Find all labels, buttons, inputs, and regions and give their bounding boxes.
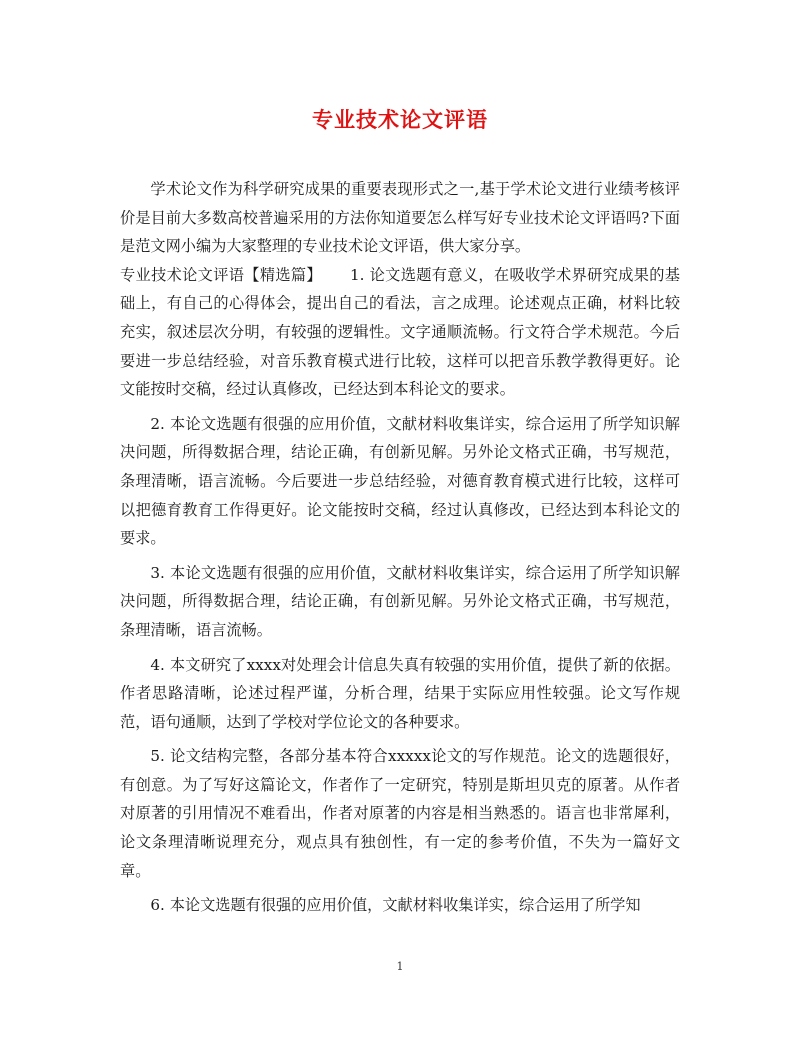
item-2-paragraph: 2. 本论文选题有很强的应用价值，文献材料收集详实，综合运用了所学知识解决问题，所得数据合理，结论正确，有创新见解。另外论文格式正确，书写规范，条理清晰，语言流畅。今后要进一步总结经验，对德育教育模式进行比较，这样可以把德育教育工作得更好。论文能按时交稿，经过认真修改，已经达到本科论文的要求。: [120, 414, 680, 548]
item-1-text: 1. 论文选题有意义，在吸收学术界研究成果的基础上，有自己的心得体会，提出自己的看法，言之成理。论述观点正确，材料比较充实，叙述层次分明，有较强的逻辑性。文字通顺流畅。行文符合学术规范。今后要进一步总结经验，对音乐教育模式进行比较，这样可以把音乐教学教得更好。论文能按时交稿，经过认真修改，已经达到本科论文的要求。: [120, 265, 680, 399]
item-3-paragraph: 3. 本论文选题有很强的应用价值，文献材料收集详实，综合运用了所学知识解决问题，所得数据合理，结论正确，有创新见解。另外论文格式正确，书写规范，条理清晰，语言流畅。: [120, 563, 680, 639]
intro-paragraph: 学术论文作为科学研究成果的重要表现形式之一,基于学术论文进行业绩考核评价是目前大多数高校普遍采用的方法你知道要怎么样写好专业技术论文评语吗?下面是范文网小编为大家整理的专业技术论文评语，供大家分享。: [120, 180, 680, 256]
item-1-paragraph: [120, 261, 680, 404]
section-heading: 专业技术论文评语【精选篇】: [120, 265, 322, 284]
item-4-paragraph: 4. 本文研究了xxxx对处理会计信息失真有较强的实用价值，提供了新的依据。作者思路清晰，论述过程严谨，分析合理，结果于实际应用性较强。论文写作规范，语句通顺，达到了学校对学位论文的各种要求。: [120, 655, 680, 731]
item-5-paragraph: 5. 论文结构完整，各部分基本符合xxxxx论文的写作规范。论文的选题很好，有创意。为了写好这篇论文，作者作了一定研究，特别是斯坦贝克的原著。从作者对原著的引用情况不难看出，作者对原著的内容是相当熟悉的。语言也非常犀利，论文条理清晰说理充分，观点具有独创性，有一定的参考价值，不失为一篇好文章。: [120, 747, 680, 880]
page-number: 1: [396, 960, 404, 973]
document-title: 专业技术论文评语: [312, 107, 488, 132]
item-6-paragraph: 6. 本论文选题有很强的应用价值，文献材料收集详实，综合运用了所学知: [150, 896, 641, 915]
